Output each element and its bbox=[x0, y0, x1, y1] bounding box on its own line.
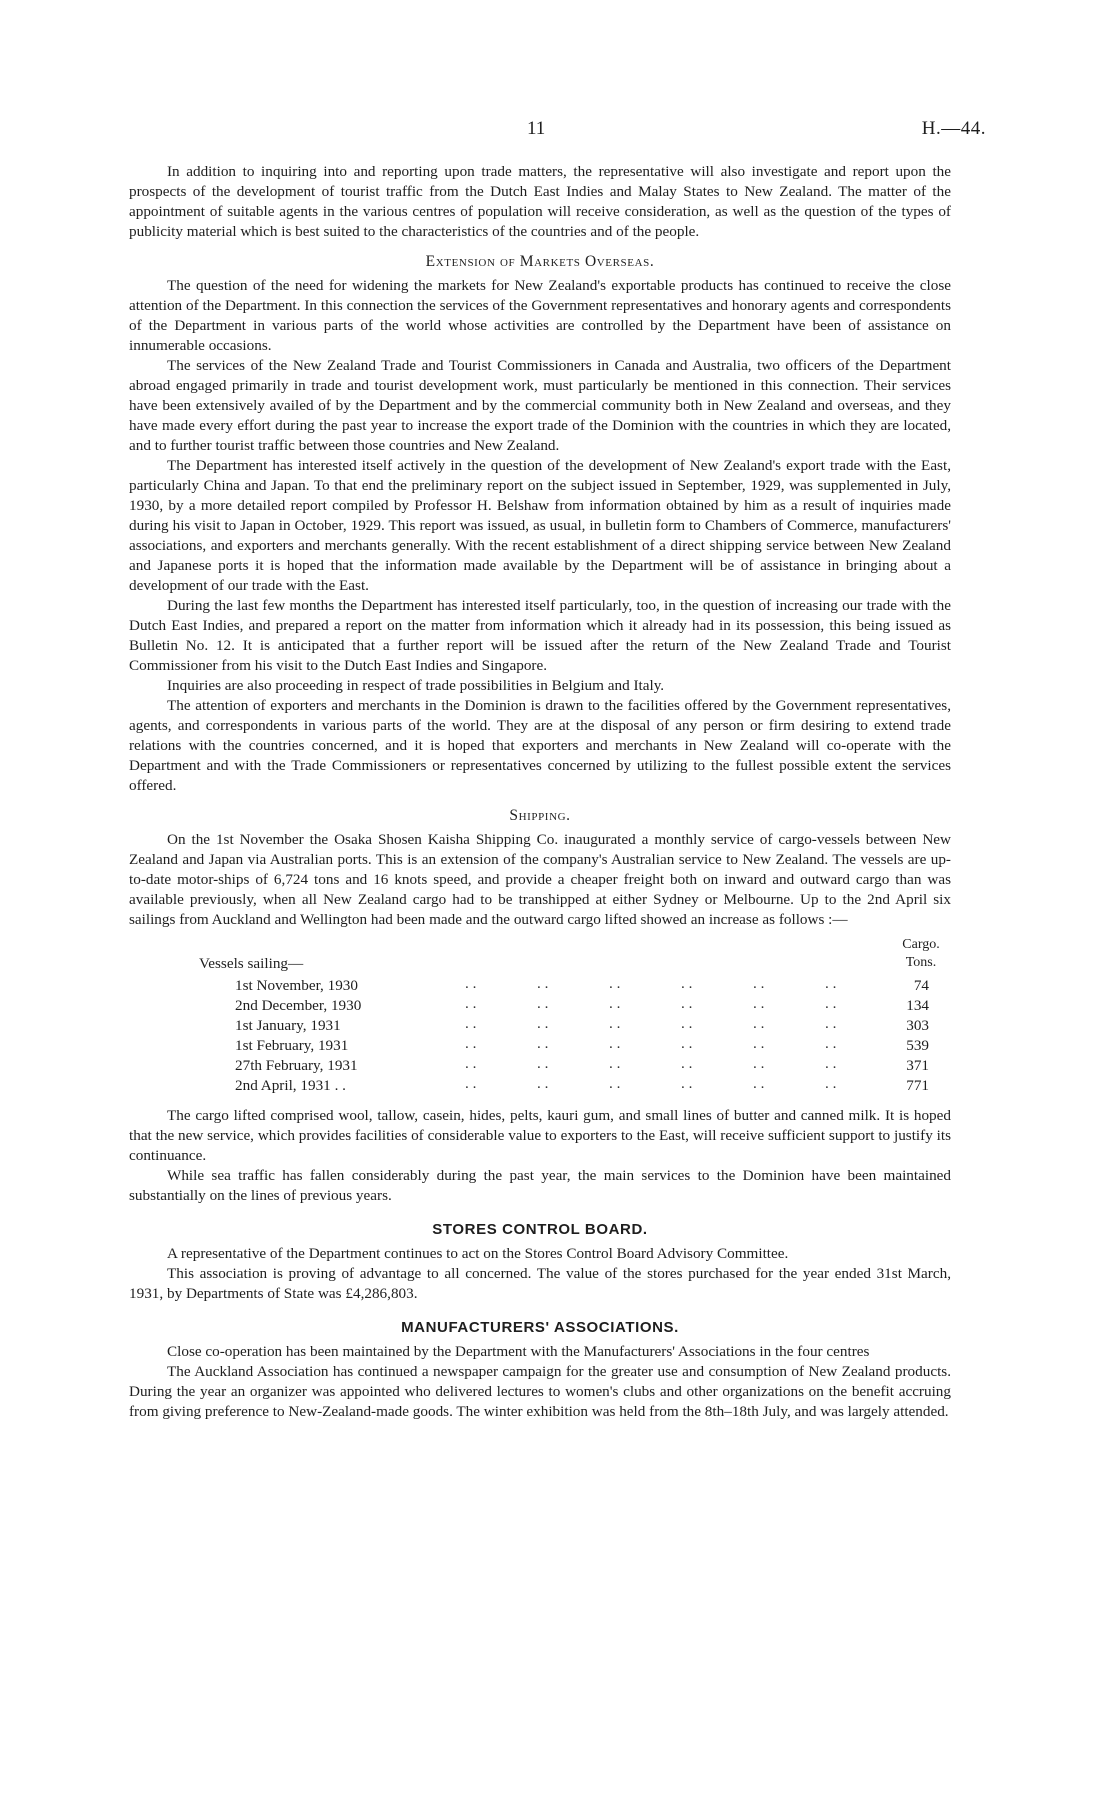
page-number: 11 bbox=[527, 118, 546, 139]
section-heading-manufacturers: MANUFACTURERS' ASSOCIATIONS. bbox=[401, 1319, 679, 1336]
page-header bbox=[0, 118, 1114, 146]
leader-dots: . . . . . . . . . . . . bbox=[465, 1055, 837, 1072]
cargo-column-header: Cargo. Tons. bbox=[902, 937, 940, 970]
paragraph: Inquiries are also proceeding in respect of trade possibilities in Belgium and Italy. bbox=[167, 677, 665, 694]
section-heading-extension: Extension of Markets Overseas. bbox=[425, 253, 655, 270]
intro-paragraph: In addition to inquiring into and reporting upon trade matters, the representative will also investigate and report upon the prospects of the development of tourist traffic from the Dutch East Indies and Malay States to New Zealand. The matter of the appointment of suitable agents in the various centres of population will receive consideration, as well as the question of the types of publicity material which is best suited to the characteristics of the countries and of the people. bbox=[129, 163, 951, 240]
table-row bbox=[129, 1076, 951, 1096]
section-heading-stores: STORES CONTROL BOARD. bbox=[432, 1221, 648, 1238]
cargo-tons: 134 bbox=[906, 997, 929, 1014]
document-code: H.—44. bbox=[921, 118, 986, 139]
paragraph: A representative of the Department continues to act on the Stores Control Board Advisory Committee. bbox=[167, 1245, 789, 1262]
cargo-tons: 371 bbox=[906, 1057, 929, 1074]
paragraph: This association is proving of advantage to all concerned. The value of the stores purchased for the year ended 31st March, 1931, by Departments of State was £4,286,803. bbox=[129, 1265, 951, 1302]
leader-dots: . . . . . . . . . . . . bbox=[465, 1075, 837, 1092]
paragraph: Close co-operation has been maintained by the Department with the Manufacturers' Associations in the four centres bbox=[167, 1343, 870, 1360]
leader-dots: . . . . . . . . . . . . bbox=[465, 975, 837, 992]
table-row bbox=[129, 976, 951, 996]
paragraph: The Department has interested itself actively in the question of the development of New Zealand's export trade with the East, particularly China and Japan. To that end the preliminary report on the subject issued in September, 1929, was supplemented in July, 1930, by a more detailed report compiled by Professor H. Belshaw from information obtained by him as a result of inquiries made during his visit to Japan in October, 1929. This report was issued, as usual, in bulletin form to Chambers of Commerce, manufacturers' associations, and exporters and merchants generally. With the recent establishment of a direct shipping service between New Zealand and Japanese ports it is hoped that the information made available by the Department will be of assistance in bringing about a development of our trade with the East. bbox=[129, 457, 951, 594]
table-row bbox=[129, 1036, 951, 1056]
table-row bbox=[129, 1056, 951, 1076]
cargo-tons: 74 bbox=[913, 977, 929, 994]
leader-dots: . . . . . . . . . . . . bbox=[465, 995, 837, 1012]
sailing-date: 1st November, 1930 bbox=[235, 977, 358, 994]
paragraph: The Auckland Association has continued a newspaper campaign for the greater use and consumption of New Zealand products. During the year an organizer was appointed who delivered lectures to women's clubs and other organizations on the benefit accruing from giving preference to New-Zealand-made goods. The winter exhibition was held from the 8th–18th July, and was largely attended. bbox=[129, 1363, 951, 1420]
table-row bbox=[129, 996, 951, 1016]
leader-dots: . . . . . . . . . . . . bbox=[465, 1035, 837, 1052]
sailings-table bbox=[129, 936, 951, 1100]
sailing-date: 2nd April, 1931 . . bbox=[235, 1077, 346, 1094]
table-row bbox=[129, 1016, 951, 1036]
paragraph: On the 1st November the Osaka Shosen Kaisha Shipping Co. inaugurated a monthly service of cargo-vessels between New Zealand and Japan via Australian ports. This is an extension of the company's Australian service to New Zealand. The vessels are up-to-date motor-ships of 6,724 tons and 16 knots speed, and provide a cheaper freight both on inward and outward cargo than was available previously, when all New Zealand cargo had to be transhipped at either Sydney or Melbourne. Up to the 2nd April six sailings from Auckland and Wellington had been made and the outward cargo lifted showed an increase as follows :— bbox=[129, 831, 951, 928]
paragraph: While sea traffic has fallen considerably during the past year, the main services to the Dominion have been maintained substantially on the lines of previous years. bbox=[129, 1167, 951, 1204]
sailing-date: 1st February, 1931 bbox=[235, 1037, 349, 1054]
paragraph: The attention of exporters and merchants in the Dominion is drawn to the facilities offered by the Government representatives, agents, and correspondents in various parts of the world. They are at the disposal of any person or firm desiring to extend trade relations with the countries concerned, and it is hoped that exporters and merchants in New Zealand will co-operate with the Department and with the Trade Commissioners or representatives concerned by utilizing to the fullest possible extent the services offered. bbox=[129, 697, 951, 794]
sailings-label: Vessels sailing— bbox=[199, 955, 304, 972]
body-text bbox=[129, 162, 951, 1422]
paragraph: During the last few months the Department has interested itself particularly, too, in the question of increasing our trade with the Dutch East Indies, and prepared a report on the matter from information which it already had in its possession, this being issued as Bulletin No. 12. It is anticipated that a further report will be issued after the return of the New Zealand Trade and Tourist Commissioner from his visit to the Dutch East Indies and Singapore. bbox=[129, 597, 951, 674]
sailing-date: 27th February, 1931 bbox=[235, 1057, 358, 1074]
leader-dots: . . . . . . . . . . . . bbox=[465, 1015, 837, 1032]
paragraph: The cargo lifted comprised wool, tallow, casein, hides, pelts, kauri gum, and small lines of butter and canned milk. It is hoped that the new service, which provides facilities of considerable value to exporters to the East, will receive sufficient support to justify its continuance. bbox=[129, 1107, 951, 1164]
paragraph: The question of the need for widening the markets for New Zealand's exportable products has continued to receive the close attention of the Department. In this connection the services of the Government representatives and honorary agents and correspondents of the Department in various parts of the world whose activities are controlled by the Department have been of assistance on innumerable occasions. bbox=[129, 277, 951, 354]
section-heading-shipping: Shipping. bbox=[509, 807, 571, 824]
cargo-tons: 303 bbox=[906, 1017, 929, 1034]
paragraph: The services of the New Zealand Trade and Tourist Commissioners in Canada and Australia, two officers of the Department abroad engaged primarily in trade and tourist development work, must particularly be mentioned in this connection. Their services have been extensively availed of by the Department and by the commercial community both in New Zealand and overseas, and they have made every effort during the past year to increase the export trade of the Dominion with the countries in which they are located, and to further tourist traffic between those countries and New Zealand. bbox=[129, 357, 951, 454]
sailing-date: 2nd December, 1930 bbox=[235, 997, 362, 1014]
cargo-tons: 539 bbox=[906, 1037, 929, 1054]
sailing-date: 1st January, 1931 bbox=[235, 1017, 341, 1034]
cargo-tons: 771 bbox=[906, 1077, 929, 1094]
